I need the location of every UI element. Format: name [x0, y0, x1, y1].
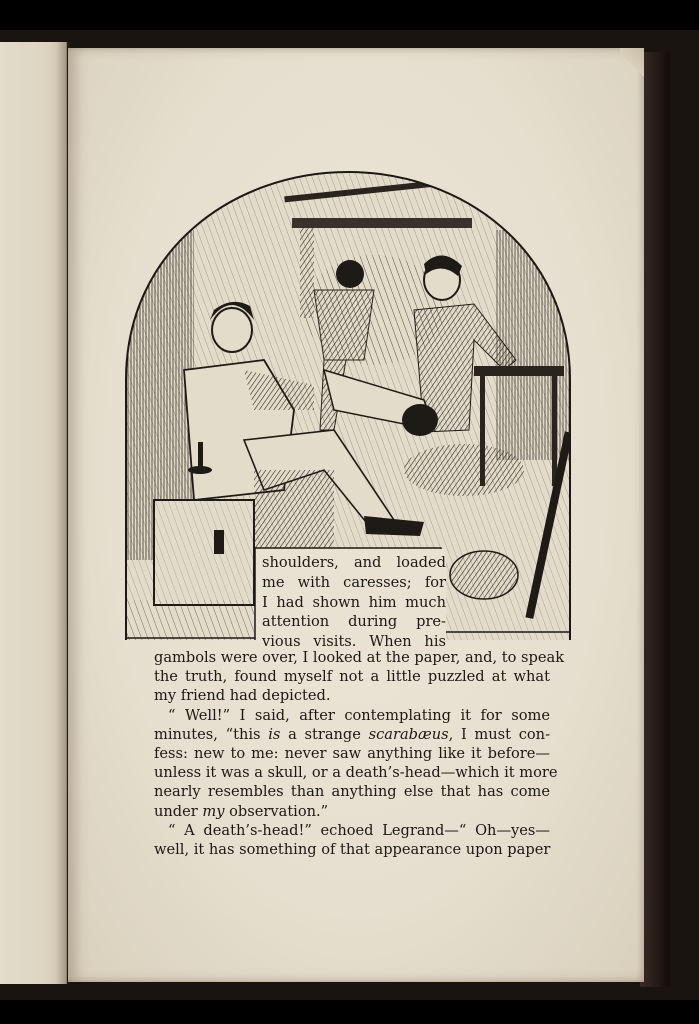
- text-line: unless it was a skull, or a death’s-head—which it more: [154, 764, 558, 782]
- italic-text: scarabæus: [368, 725, 449, 743]
- text-segment: observation.”: [224, 802, 329, 820]
- text-line: “ A death’s-head!” echoed Legrand—“ Oh—yes—: [168, 821, 550, 839]
- text-line: my friend had depicted.: [154, 687, 331, 705]
- body-text: [154, 648, 565, 859]
- text-segment: a strange: [280, 725, 369, 743]
- inset-line: shoulders, and loaded: [262, 554, 446, 571]
- book-cover-edge: [640, 52, 670, 987]
- inset-text-block: [256, 549, 446, 652]
- text-segment: , I must con-: [448, 725, 550, 743]
- text-line: [154, 802, 550, 821]
- text-line: well, it has something of that appearance upon paper: [154, 841, 551, 859]
- inset-line: me with caresses; for: [262, 573, 446, 591]
- page-corner: [620, 48, 644, 88]
- text-line: nearly resembles than anything else that has come: [154, 783, 550, 801]
- text-line: “ Well!” I said, after contemplating it for some: [168, 706, 550, 724]
- inset-line: vious visits. When his: [262, 633, 446, 651]
- text-line: [154, 725, 550, 744]
- inset-line: attention during pre-: [262, 613, 446, 631]
- text-segment: minutes, “this: [154, 725, 269, 743]
- italic-text: is: [268, 725, 281, 743]
- text-segment: under: [154, 802, 203, 820]
- text-line: gambols were over, I looked at the paper, and, to speak: [154, 649, 565, 666]
- text-line: fess: new to me: never saw anything like it before—: [154, 745, 550, 763]
- inset-line: I had shown him much: [262, 593, 446, 611]
- text-line: the truth, found myself not a little puzzled at what: [154, 668, 550, 686]
- italic-text: my: [202, 802, 225, 820]
